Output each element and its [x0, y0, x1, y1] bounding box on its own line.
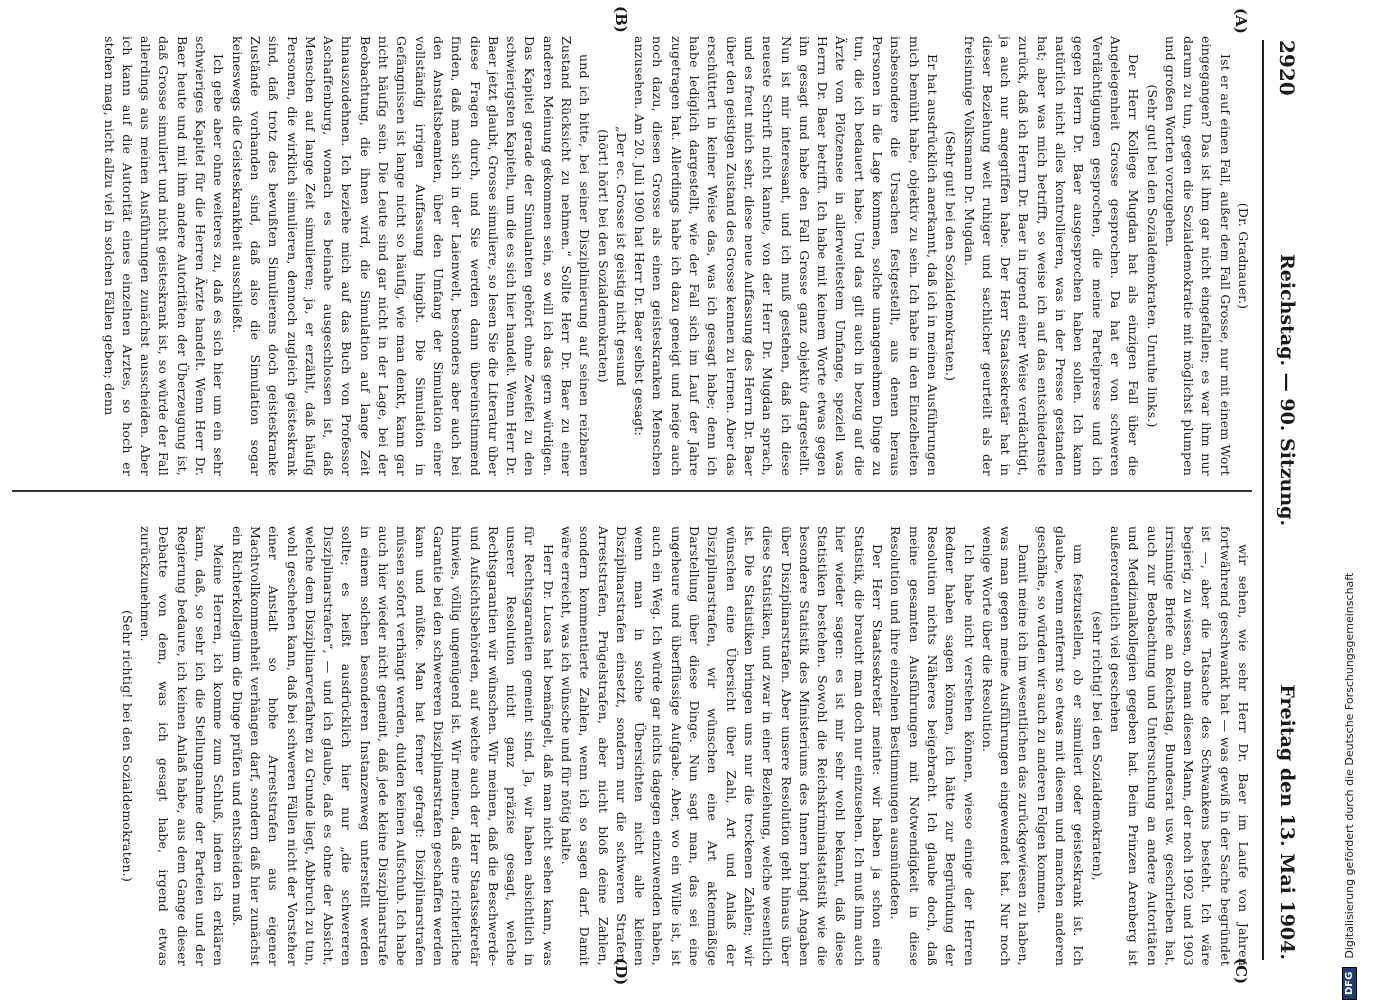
paragraph: (Sehr gut! bei den Sozialdemokraten.)	[943, 130, 959, 382]
page-title: Reichstag. — 90. Sitzung.	[1276, 253, 1298, 527]
paragraph: „Der ec. Grosse ist geistig nicht gesund	[613, 125, 629, 387]
paragraph: Der Herr Kollege Mugdan hat als einzigen Fall über die Angelegenheit Grosse gesprochen. Da hat er von schweren Verdächtigungen gesprochen, die meine Parteipresse und ich gegen Herrn Dr. Baer ausgesprochen haben sollen. Ich kann natürlich nicht alles kontrollieren, was in der Presse gestanden hat; aber was mich betrifft, so weise ich auf das entschiedenste zurück, daß ich Herrn Dr. Baer in irgend einer Weise verdächtigt, ja auch nur angegriffen habe. Der Herr Staatssekretär hat in dieser Beziehung weit ruhiger und sachlicher geurteilt als der freisinnige Volksmann Dr. Mugdan.	[961, 36, 1142, 476]
paragraph: (Dr. Gradnauer.)	[1236, 202, 1251, 310]
margin-marker-d: (D)	[612, 958, 630, 986]
paragraph: Damit meine ich im wesentlichen das zurückgewiesen zu haben, was man gegen meine Ausführungen eingewendet hat. Nur noch wenige Worte über die Resolution.	[979, 526, 1032, 966]
page-date: Freitag den 13. Mai 1904.	[1276, 684, 1298, 960]
paragraph: Ist er auf einen Fall, außer dem Fall Grosse, nur mit einem Wort eingegangen? Das ist ihm gar nicht eingefallen; es war ihm nur darum zu tun, gegen die Sozialdemokratie mit möglichst plumpen und großen Worten vorzugehen.	[1162, 36, 1233, 476]
margin-marker-c: (C)	[1232, 958, 1250, 985]
dfg-logo: DFG	[1342, 967, 1357, 1000]
paragraph: Ich habe nicht verstehen können, wieso einige der Herren Redner haben sagen können, ich hätte zur Begründung der Resolution nichts Näheres beigebracht. Ich glaube doch, daß meine gesamten Ausführungen mit Notwendigkeit in diese Resolution und ihre einzelnen Bestimmungen ausmündeten.	[888, 526, 977, 966]
right-text-column	[118, 526, 1252, 966]
paragraph: wir sehen, wie sehr Herr Dr. Baer im Laufe von Jahren fortwährend geschwankt hat — was gewiß in der Sache begründet ist —, aber die Tatsache des Schwankens besteht. Ich wäre begierig, zu wissen, ob man diesen Mann, der noch 1902 und 1903 irrsinnige Briefe an Reichstag, Bundesrat usw. geschrieben hat, auch zur Beobachtung und Untersuchung an andere Autoritäten und Medizinalkollegien gegeben hat. Beim Prinzen Arenberg ist außerordentlich viel geschehen	[1107, 526, 1251, 966]
left-text-column	[99, 36, 1252, 476]
column-divider	[12, 490, 1252, 492]
paragraph: (Sehr gut! bei den Sozialdemokraten. Unruhe links.)	[1144, 84, 1160, 428]
margin-marker-a: (A)	[1232, 8, 1250, 34]
document-page	[10, 0, 1310, 1000]
paragraph: (Sehr richtig! bei den Sozialdemokraten.)	[119, 609, 135, 883]
digitization-footer	[1338, 20, 1360, 1000]
paragraph: (hört! hört! bei den Sozialdemokraten)	[595, 129, 611, 383]
paragraph: Herr Dr. Lucas hat bemängelt, daß man nicht sehen kann, was für Rechtsgarantien gemeint sind. Ja, wir haben absichtlich in unserer Resolution nicht ganz präzise gesagt, welche Rechtsgarantien wir wünschen. Wir meinen, daß die Beschwerde- und Aufsichtsbehörden, auf welche auch der Herr Staatssekretär hinwies, völlig ungenügend ist. Wir meinen, daß eine richterliche Garantie bei den schwereren Disziplinarstrafen geschaffen werden kann und müßte. Man hat ferner gefragt: Disziplinarstrafen müssen sofort verhängt werden, dulden keinen Aufschub. Ich habe auch hier wieder nicht gemeint, daß jede kleine Disziplinarstrafe in einem solchen besonderen Instanzenweg unterstellt werden sollte; es heißt ausdrücklich hier nur „die schwereren Disziplinarstrafen“, — und ich glaube, daß es ohne der Absicht, welche dem Disziplinarverfahren zu Grunde liegt, Abbruch zu tun, wohl geschehen kann, daß bei schweren Fällen nicht der Vorsteher einer Anstalt so hohe Arreststrafen aus eigener Machtvollkommenheit verhängen darf, sondern daß hier zunächst ein Richterkollegium die Dinge prüfen und entscheiden muß.	[229, 526, 556, 966]
footer-text: Digitalisierung gefördert durch die Deutsche Forschungsgemeinschaft	[1342, 572, 1356, 959]
paragraph: Meine Herren, ich komme zum Schluß, indem ich erklären kann, daß, so sehr ich die Stellungnahme der Parteien und der Regierung bedaure, ich keinen Anlaß habe, aus dem Gange dieser Debatte von dem, was ich gesagt habe, irgend etwas zurückzunehmen.	[138, 526, 227, 966]
paragraph: Er hat ausdrücklich anerkannt, daß ich in meinen Ausführungen mich bemüht habe, objektiv zu sein. Ich habe in den Einzelheiten insbesondere die Ursachen festgestellt, aus denen heraus Personen in die Lage kommen, solche unangenehmen Dinge zu tun, die ich bedauert habe. Und das gilt auch in bezug auf die Ärzte von Plötzensee in allerweitestem Umfange, speziell was Herrn Dr. Baer betrifft. Ich habe mit keinem Worte etwas gegen ihn gesagt und habe den Fall Grosse ganz objektiv dargestellt. Nun ist mir interessant, und ich muß gestehen, daß ich diese neueste Schrift nicht kannte, von der Herr Dr. Mugdan sprach, und es freut mich sehr, diese neue Auffassung des Herrn Dr. Baer über den geistigen Zustand des Grosse kennen zu lernen. Aber das erschüttert in keiner Weise das, was ich gesagt habe; denn ich habe lediglich dargestellt, wie der Fall sich im Lauf der Jahre zugetragen hat. Allerdings habe ich dazu geneigt und neige auch noch dazu, diesen Grosse als einen geisteskranken Menschen anzusehen. Am 20. Juli 1900 hat Herr Dr. Baer selbst gesagt:	[632, 36, 940, 476]
paragraph: (sehr richtig! bei den Sozialdemokraten),	[1089, 611, 1105, 881]
paragraph: Ich gebe aber ohne weiteres zu, daß es sich hier um ein sehr schwieriges Kapitel für die Herren Ärzte handelt. Wenn Herr Dr. Baer heute und mit ihm andere Autoritäten der Überzeugung ist, daß Grosse simuliert und nicht geisteskrank ist, so würde der Fall allerdings aus meinen Ausführungen zunächst ausscheiden. Aber ich kann auf die Autorität eines einzelnen Arztes, so hoch er stehen mag, nicht allzu viel in solchen Fällen geben; denn	[101, 36, 227, 476]
margin-marker-b: (B)	[612, 6, 630, 33]
paragraph: um festzustellen, ob er simuliert oder geisteskrank ist. Ich glaube, wenn entfernt so etwas mit diesem und manchen anderen geschähe, so würden wir auch zu anderen Folgen kommen.	[1034, 526, 1087, 966]
paragraph: und ich bitte, bei seiner Disziplinierung auf seinen reizbaren Zustand Rücksicht zu nehmen.“ Sollte Herr Dr. Baer zu einer anderen Meinung gekommen sein, so will ich das gern würdigen. Das Kapitel gerade der Simulanten gehört ohne Zweifel zu den schwierigsten Kapiteln, um die es sich hier handelt. Wenn Herr Dr. Baer jetzt glaubt, Grosse simuliere, so lesen Sie die Literatur über diese Fragen durch, und Sie werden dann übereinstimmend finden, daß man sich in der Laienwelt, besonders aber auch bei den Anstaltsbeamten, über den Umfang der Simulation einer vollständig irrigen Auffassung hingibt. Die Simulation in Gefängnissen ist lange nicht so häufig, wie man denkt, kann gar nicht häufig sein. Die Leute sind gar nicht in der Lage, bei der Beobachtung, die ihnen wird, die Simulation auf lange Zeit hinauszudehnen. Ich beziehe mich auf das Buch von Professor Aschaffenburg, wonach es beinahe ausgeschlossen ist, daß Menschen auf lange Zeit simulieren; ja, er erzählt, daß häufig Personen, die wirklich simulieren, dennoch zugleich geisteskrank sind, daß trotz des bewußten Simulierens doch geisteskranke Zustände vorhanden sind, daß also die Simulation sogar keineswegs die Geisteskrankheit ausschließt.	[229, 36, 593, 476]
page-number: 2920	[1275, 40, 1299, 96]
page-header	[1262, 40, 1310, 960]
paragraph: Der Herr Staatssekretär meinte: wir haben ja schon eine Statistik, die braucht man doch nur einzusehen. Ich muß ihm auch hier wieder sagen: es ist mir sehr wohl bekannt, daß diese Statistiken bestehen. Sowohl die Reichskriminalstatistik wie die besondere Statistik des Ministeriums des Innern bringt Angaben über Disziplinarstrafen. Aber unsere Resolution geht hinaus über diese Statistiken, und zwar in einer Beziehung, welche wesentlich ist. Die Statistiken bringen uns nur die trockenen Zahlen; wir wünschen eine Übersicht über Zahl, Art und Anlaß der Disziplinarstrafen, wir wünschen eine Art aktenmäßige Darstellung über diese Dinge. Nun sagt man, das sei eine ungeheure und überflüssige Aufgabe. Aber, wo ein Wille ist, ist auch ein Weg. Ich würde gar nichts dagegen einzuwenden haben, wenn man in solche Übersichten nicht alle kleinen Disziplinarstrafen einsetzt, sondern nur die schweren Strafen, Arreststrafen, Prügelstrafen, aber nicht bloß deine Zahlen, sondern kommentierte Zahlen, wenn ich so sagen darf. Damit wäre erreicht, was ich wünsche und für nötig halte.	[559, 526, 886, 966]
